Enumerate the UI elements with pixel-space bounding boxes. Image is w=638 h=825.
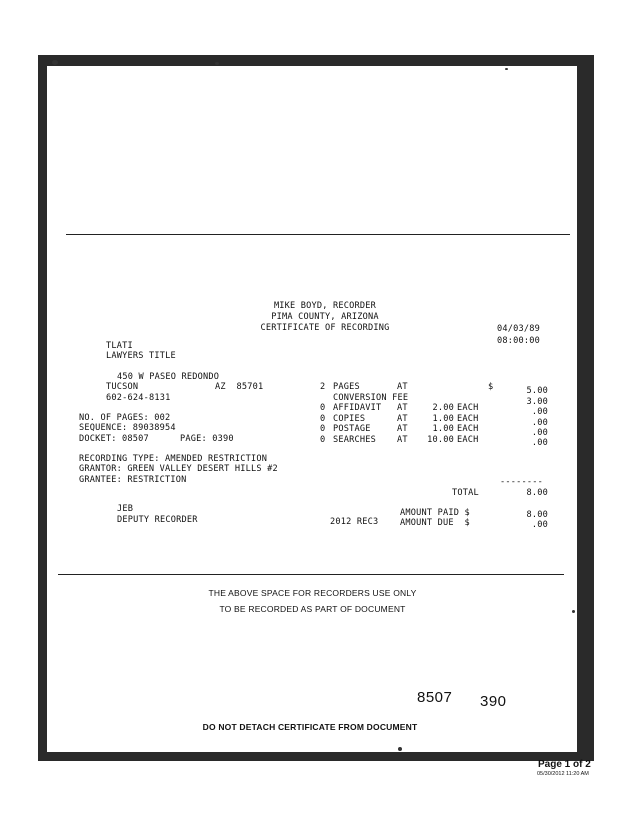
sequence-number: SEQUENCE: 89038954 [79,423,176,433]
total-separator: -------- [500,477,543,487]
amount-paid-label: AMOUNT PAID $ [400,508,470,518]
fee-item: SEARCHES [333,435,376,445]
fee-each: EACH [457,424,479,434]
fee-amount: .00 [531,407,548,417]
handwritten-docket: 8507 [417,689,453,706]
total-label: TOTAL [452,488,479,498]
fee-amount: .00 [531,438,548,448]
number-of-pages: NO. OF PAGES: 002 [79,413,171,423]
scan-speck [52,60,58,65]
fee-qty: 0 [320,403,326,413]
fee-at: AT [397,382,408,392]
top-divider-line [66,234,570,235]
scan-speck [572,610,575,613]
docket-number: DOCKET: 08507 [79,434,149,444]
fee-qty: 0 [320,424,326,434]
fee-at: AT [397,414,408,424]
bottom-divider-line [58,574,564,575]
recorder-name: MIKE BOYD, RECORDER [273,301,377,311]
fee-at: AT [397,424,408,434]
party-phone: 602-624-8131 [106,393,171,403]
fee-each: EACH [457,403,479,413]
fee-item: AFFIDAVIT [333,403,382,413]
clerk-title: DEPUTY RECORDER [117,515,198,525]
fee-each: EACH [457,414,479,424]
amount-due-label: AMOUNT DUE $ [400,518,470,528]
recorders-use-notice: THE ABOVE SPACE FOR RECORDERS USE ONLY [208,588,417,598]
register-id: 2012 REC3 [330,517,379,527]
fee-rate: 1.00 [432,424,454,434]
fee-item: COPIES [333,414,366,424]
party-code: TLATI [106,341,133,351]
amount-due-value: .00 [531,520,548,530]
certificate-title: CERTIFICATE OF RECORDING [260,323,390,333]
grantor: GRANTOR: GREEN VALLEY DESERT HILLS #2 [79,464,278,474]
page-number: PAGE: 0390 [180,434,234,444]
fee-amount: .00 [531,418,548,428]
amount-paid-value: 8.00 [526,510,548,520]
print-timestamp: 05/30/2012 11:20 AM [537,771,589,777]
fee-amount: 3.00 [526,397,548,407]
currency-symbol: $ [488,382,494,392]
recording-date: 04/03/89 [497,324,540,334]
fee-at: AT [397,435,408,445]
fee-qty: 0 [320,414,326,424]
scan-speck [505,68,508,70]
fee-at: AT [397,403,408,413]
scan-speck [215,62,219,65]
fee-qty: 2 [320,382,326,392]
party-city: TUCSON [106,382,139,392]
county-name: PIMA COUNTY, ARIZONA [271,312,379,322]
page-count: Page 1 of 2 [538,759,591,770]
fee-item: CONVERSION FEE [333,393,409,403]
handwritten-page: 390 [480,693,507,710]
party-state-zip: AZ 85701 [215,382,264,392]
fee-amount: .00 [531,428,548,438]
do-not-detach-notice: DO NOT DETACH CERTIFICATE FROM DOCUMENT [202,722,418,732]
record-as-part-notice: TO BE RECORDED AS PART OF DOCUMENT [219,604,406,614]
party-name: LAWYERS TITLE [106,351,176,361]
certificate-page [47,66,577,752]
party-street: 450 W PASEO REDONDO [117,372,220,382]
fee-amount: 5.00 [526,386,548,396]
fee-rate: 1.00 [432,414,454,424]
total-amount: 8.00 [526,488,548,498]
recording-type: RECORDING TYPE: AMENDED RESTRICTION [79,454,268,464]
fee-qty: 0 [320,435,326,445]
recording-time: 08:00:00 [497,336,540,346]
scan-speck [398,747,402,751]
fee-each: EACH [457,435,479,445]
grantee: GRANTEE: RESTRICTION [79,475,187,485]
fee-rate: 10.00 [427,435,454,445]
fee-item: PAGES [333,382,360,392]
clerk-initials: JEB [117,504,134,514]
fee-item: POSTAGE [333,424,371,434]
fee-rate: 2.00 [432,403,454,413]
